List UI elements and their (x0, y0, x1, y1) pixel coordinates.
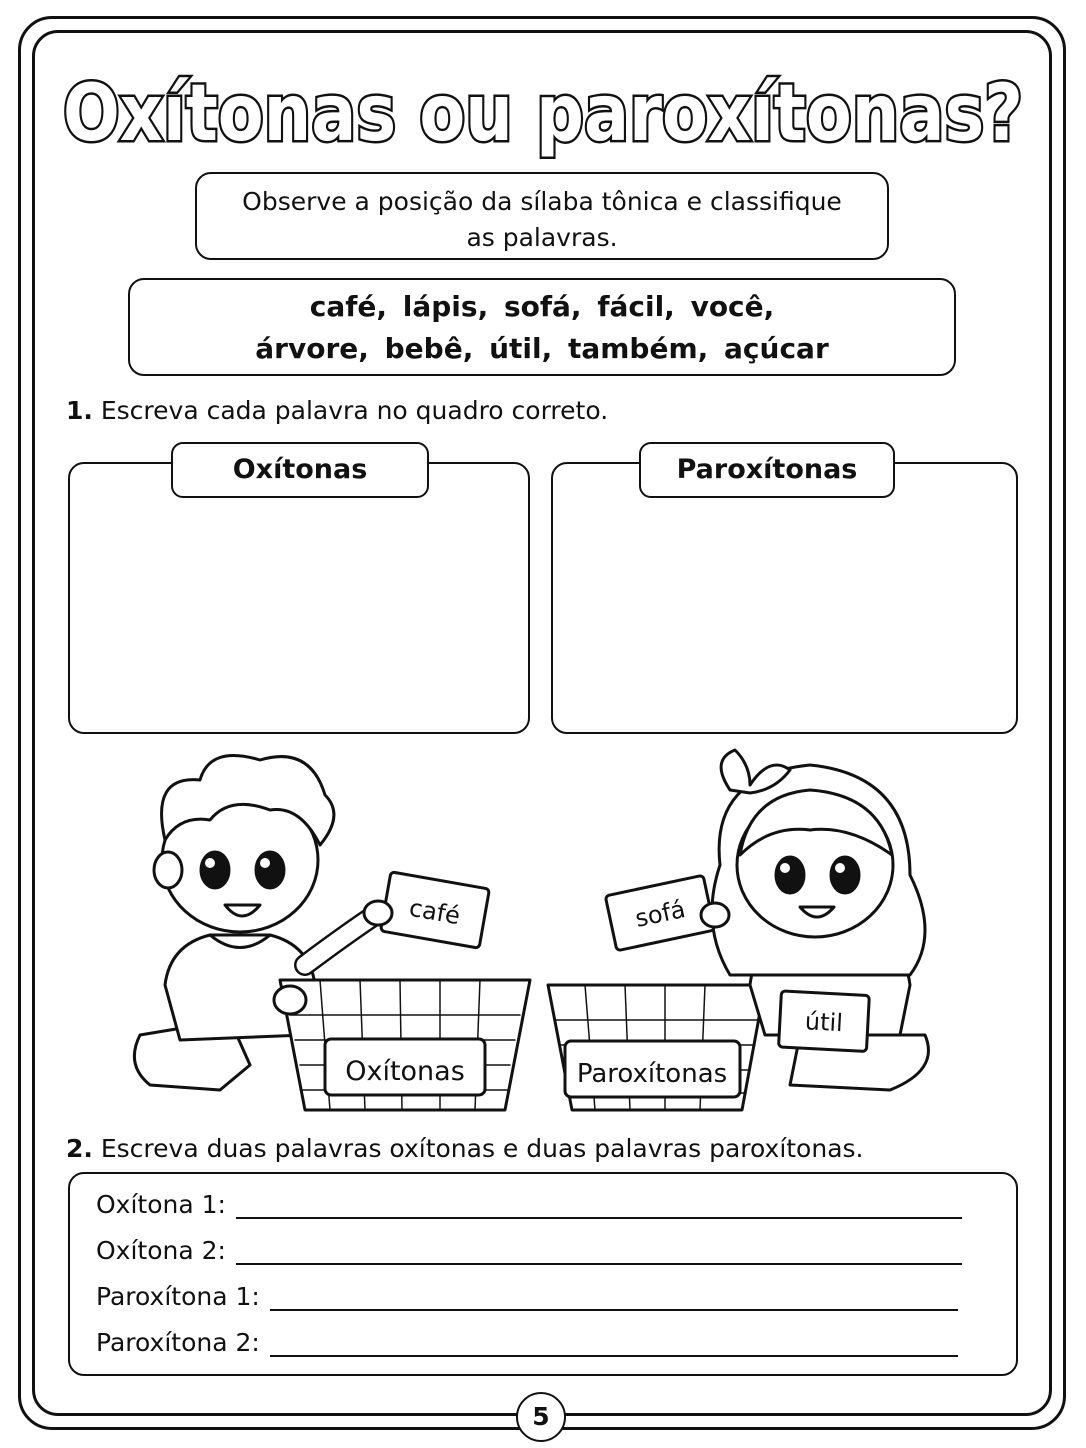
instruction-line-2: as palavras. (466, 223, 618, 252)
question-2-text: Escreva duas palavras oxítonas e duas palavras paroxítonas. (100, 1134, 864, 1163)
answer-line-paroxitona-1[interactable] (270, 1285, 958, 1311)
girl-hand (701, 903, 729, 927)
instruction-box (195, 172, 889, 260)
answer-row-paroxitona-2 (96, 1328, 958, 1357)
girl-word-card-2-text: útil (804, 1007, 844, 1038)
girl-eye-left (776, 857, 804, 893)
question-1-text: Escreva cada palavra no quadro correto. (100, 396, 609, 425)
boy-hand-basket (274, 986, 306, 1014)
answer-row-oxitona-2 (96, 1236, 962, 1265)
question-2 (66, 1134, 864, 1163)
question-1-number: 1. (66, 396, 93, 425)
answers-box (68, 1172, 1018, 1376)
word-bank-line-1: café, lápis, sofá, fácil, você, (309, 290, 775, 323)
answer-line-oxitona-1[interactable] (236, 1193, 962, 1219)
question-2-number: 2. (66, 1134, 93, 1163)
boy-word-card-text: café (407, 893, 463, 931)
word-bank (128, 278, 956, 376)
oxitonas-answer-box[interactable] (68, 462, 530, 734)
oxitonas-box-label: Oxítonas (171, 442, 429, 498)
girl-word-card-text: sofá (632, 895, 688, 933)
question-1 (66, 396, 608, 425)
left-basket (274, 980, 530, 1110)
page-title (40, 50, 1046, 170)
answer-row-paroxitona-1 (96, 1282, 958, 1311)
answer-label-oxitona-1: Oxítona 1: (96, 1190, 226, 1219)
boy-eye-right (256, 852, 284, 888)
right-basket-label: Paroxítonas (576, 1059, 728, 1089)
answer-label-oxitona-2: Oxítona 2: (96, 1236, 226, 1265)
answer-label-paroxitona-2: Paroxítona 2: (96, 1328, 260, 1357)
children-sorting-illustration (110, 735, 970, 1120)
answer-line-paroxitona-2[interactable] (270, 1331, 958, 1357)
answer-row-oxitona-1 (96, 1190, 962, 1219)
word-bank-line-2: árvore, bebê, útil, também, açúcar (255, 332, 829, 365)
boy-hand (364, 901, 392, 925)
boy-eye-left (201, 852, 229, 888)
right-basket (548, 985, 765, 1110)
boy-ear (154, 852, 182, 888)
paroxitonas-box-label: Paroxítonas (639, 442, 895, 498)
answer-line-oxitona-2[interactable] (236, 1239, 962, 1265)
paroxitonas-answer-box[interactable] (551, 462, 1018, 734)
instruction-line-1: Observe a posição da sílaba tônica e classifique (242, 187, 842, 216)
girl-eye-right (831, 857, 859, 893)
answer-label-paroxitona-1: Paroxítona 1: (96, 1282, 260, 1311)
left-basket-label: Oxítonas (345, 1056, 465, 1087)
page-title-text: Oxítonas ou paroxítonas? (63, 69, 1023, 159)
page-number: 5 (516, 1392, 566, 1442)
